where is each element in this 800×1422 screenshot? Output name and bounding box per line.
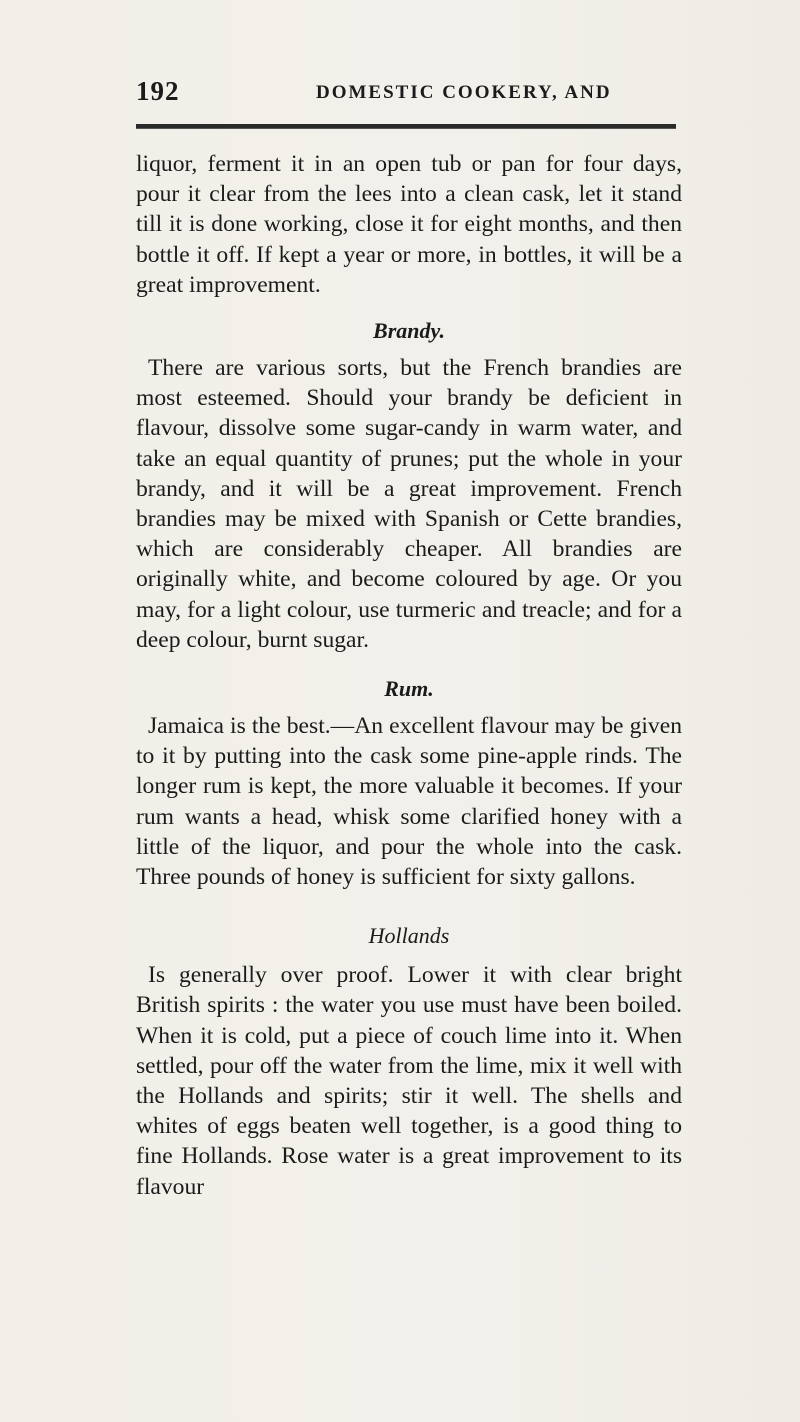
section-text-brandy: There are various sorts, but the French brandies are most esteemed. Should your brandy be deficient in flavour, dissolve some sugar-candy in warm water, and take an equal quantity of prunes; put the whole in your brandy, and it will be a great improvement. French brandies may be mixed with Spanish or Cette brandies, which are considerably cheaper. All brandies are originally white, and become coloured by age. Or you may, for a light colour, use turmeric and treacle; and for a deep colour, burnt sugar. (136, 355, 682, 653)
section-heading-rum: Rum. (384, 676, 434, 702)
section-text-rum: Jamaica is the best.—An excellent flavour may be given to it by putting into the cask some pine-apple rinds. The longer rum is kept, the more valuable it becomes. If your rum wants a head, whisk some clarified honey with a little of the liquor, and pour the whole into the cask. Three pounds of honey is sufficient for sixty gallons. (136, 713, 682, 891)
section-text-hollands: Is generally over proof. Lower it with clear bright British spirits : the water you use must have been boiled. When it is cold, put a piece of couch lime into it. When settled, pour off the water from the lime, mix it well with the Hollands and spirits; stir it well. The shells and whites of eggs beaten well together, is a good thing to fine Hollands. Rose water is a great improvement to its flavour (136, 962, 682, 1200)
section-heading-hollands: Hollands (368, 923, 450, 949)
body-text (136, 149, 682, 1202)
page-header (136, 76, 676, 110)
header-rule (136, 124, 676, 128)
running-head: DOMESTIC COOKERY, AND (316, 82, 612, 103)
page-number: 192 (136, 76, 180, 106)
section-heading-brandy: Brandy. (373, 318, 445, 344)
intro-paragraph: liquor, ferment it in an open tub or pan for four days, pour it clear from the lees into a clean cask, let it stand till it is done working, close it for eight months, and then bottle it off. If kept a year or more, in bottles, it will be a great improvement. (136, 151, 682, 298)
